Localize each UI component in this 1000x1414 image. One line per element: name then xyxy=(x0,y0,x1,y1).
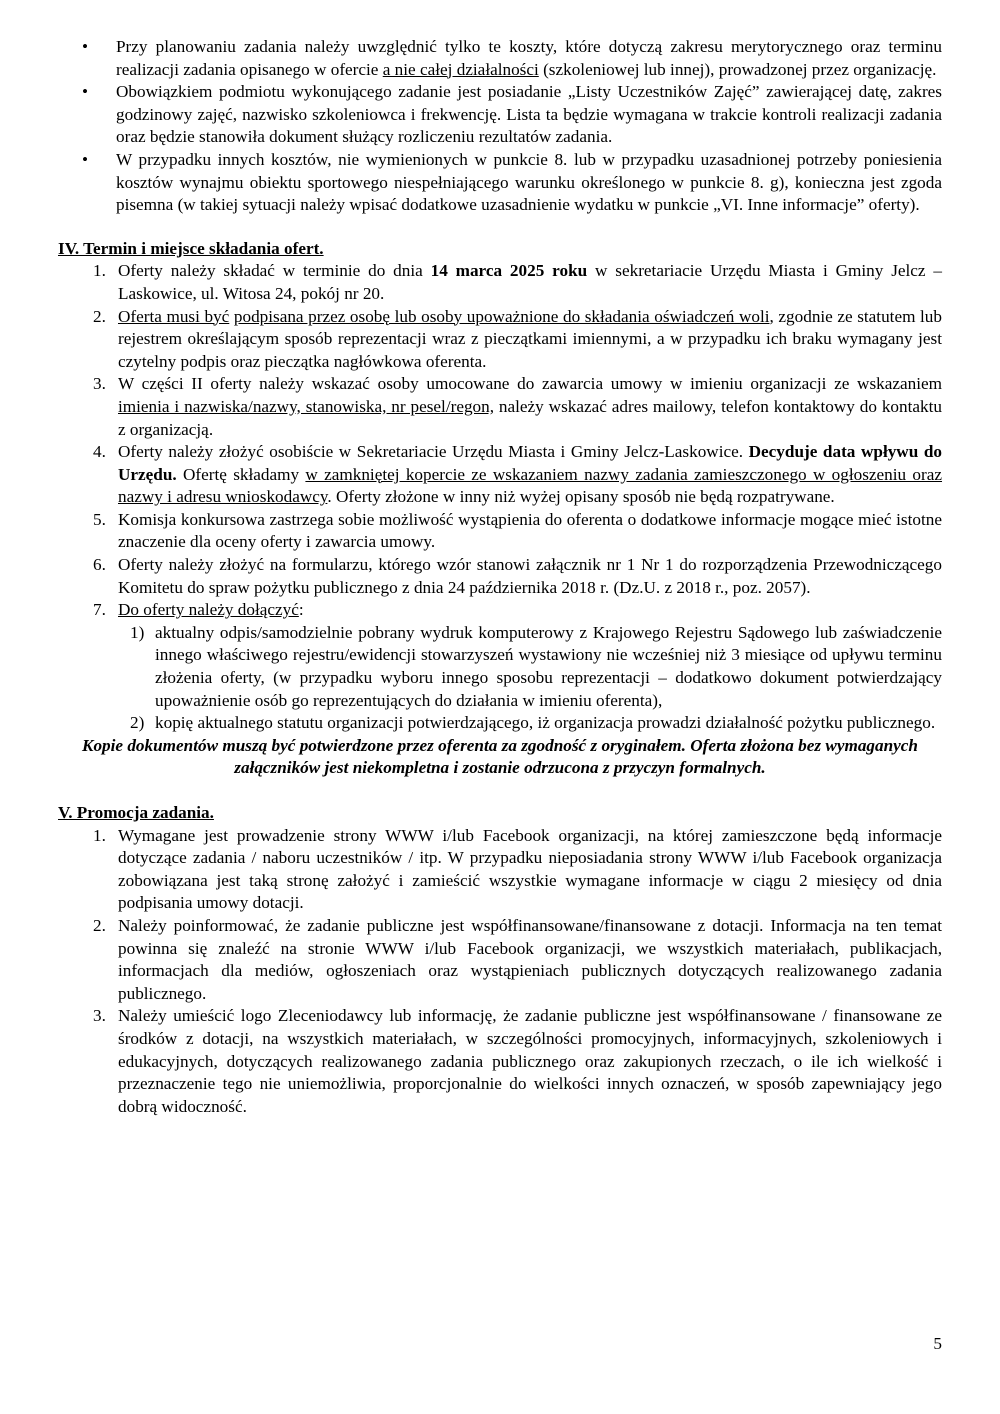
document-page xyxy=(58,36,942,1118)
bullet-item: • Przy planowaniu zadania należy uwzględnić tylko te koszty, które dotyczą zakresu merytorycznego oraz terminu realizacji zadania opisanego w ofercie a nie całej działalności (szkoleniowej lub innej), prowadzonej przez organizację. xyxy=(82,37,942,79)
section-4-item: 2. Oferta musi być podpisana przez osobę lub osoby upoważnione do składania oświadczeń woli, zgodnie ze statutem lub rejestrem określającym sposób reprezentacji wraz z pieczątkami imiennymi, a w przypadku ich braku wymagany jest czytelny podpis oraz pieczątka nagłówkowa oferenta. xyxy=(93,306,942,371)
section-4-item: 1. Oferty należy składać w terminie do dnia 14 marca 2025 roku w sekretariacie Urzędu Miasta i Gminy Jelcz – Laskowice, ul. Witosa 24, pokój nr 20. xyxy=(93,261,942,303)
section-4-item: 5. Komisja konkursowa zastrzega sobie możliwość wystąpienia do oferenta o dodatkowe informacje mogące mieć istotne znaczenie dla oceny oferty i zawarcia umowy. xyxy=(93,509,942,552)
attachment-subitem: 1) aktualny odpis/samodzielnie pobrany wydruk komputerowy z Krajowego Rejestru Sądowego lub zaświadczenie innego właściwego rejestru/ewidencji stowarzyszeń wystawiony nie wcześniej niż 3 miesiące od upływu terminu złożenia oferty, (w przypadku wyboru innego sposobu reprezentacji – dodatkowo dokument potwierdzający upoważnienie osób go reprezentujących do działania w imieniu oferenta), xyxy=(130,622,942,710)
section-4-item: 3. W części II oferty należy wskazać osoby umocowane do zawarcia umowy w imieniu organizacji ze wskazaniem imienia i nazwiska/nazwy, stanowiska, nr pesel/regon, należy wskazać adres mailowy, telefon kontaktowy do kontaktu z organizacją. xyxy=(93,374,942,439)
attachment-subitem: 2) kopię aktualnego statutu organizacji potwierdzającego, iż organizacja prowadzi działalność pożytku publicznego. xyxy=(130,713,936,733)
section-4-heading: IV. Termin i miejsce składania ofert. xyxy=(58,238,324,258)
section-5-heading: V. Promocja zadania. xyxy=(58,803,214,822)
section-5-item: 3. Należy umieścić logo Zleceniodawcy lub informację, że zadanie publiczne jest współfinansowane / finansowane ze środków z dotacji, na wszystkich materiałach, w szczególności promocyjnych, informacyjnych, szkoleniowych i edukacyjnych, dotyczących realizowanego zadania publicznego oraz zakupionych rzeczach, o ile ich wielkość i przeznaczenie tego nie uniemożliwia, proporcjonalnie do wielkości innych oznaczeń, w sposób zapewniający jego dobrą widoczność. xyxy=(93,1006,942,1116)
documents-note: Kopie dokumentów muszą być potwierdzone przez oferenta za zgodność z oryginałem. Oferta złożona bez wymaganych załączników jest niekompletna i zostanie odrzucona z przyczyn formalnych. xyxy=(81,735,918,778)
section-5-item: 1. Wymagane jest prowadzenie strony WWW i/lub Facebook organizacji, na której zamieszczone będą informacje dotyczące zadania / naboru uczestników / itp. W przypadku nieposiadania strony WWW i/lub Facebook organizacja zobowiązana jest taką stronę założyć i zamieścić wszystkie wymagane informacje w ciągu 2 miesięcy od dnia podpisania umowy dotacji. xyxy=(93,825,942,913)
bullet-icon: • xyxy=(82,82,89,102)
section-4-item: 6. Oferty należy złożyć na formularzu, którego wzór stanowi załącznik nr 1 Nr 1 do rozporządzenia Przewodniczącego Komitetu do spraw pożytku publicznego z dnia 24 października 2018 r. (Dz.U. z 2018 r., poz. 2057). xyxy=(93,555,942,597)
section-4-item: 7. Do oferty należy dołączyć: xyxy=(93,600,304,620)
bullet-item: • Obowiązkiem podmiotu wykonującego zadanie jest posiadanie „Listy Uczestników Zajęć” zawierającej datę, zakres godzinowy zajęć, nazwisko szkoleniowca i frekwencję. Lista ta będzie wymagana w trakcie kontroli realizacji zadania oraz będzie stanowiła dokument służący rozliczeniu rezultatów zadania. xyxy=(82,82,942,147)
section-5-item: 2. Należy poinformować, że zadanie publiczne jest współfinansowane/finansowane z dotacji. Informacja na ten temat powinna się znaleźć na stronie WWW i/lub Facebook organizacji, we wszystkich materiałach, publikacjach, informacjach dla mediów, ogłoszeniach oraz wystąpieniach publicznych dotyczących realizowanego zadania publicznego. xyxy=(93,915,942,1003)
bullet-list xyxy=(58,36,942,217)
bullet-item: • W przypadku innych kosztów, nie wymienionych w punkcie 8. lub w przypadku uzasadnionej potrzeby poniesienia kosztów wynajmu obiektu sportowego niespełniającego warunku określonego w punkcie 8. g), konieczna jest zgoda pisemna (w takiej sytuacji należy wpisać dodatkowe uzasadnienie wydatku w punkcie „VI. Inne informacje” oferty). xyxy=(82,149,942,215)
section-4-item: 4. Oferty należy złożyć osobiście w Sekretariacie Urzędu Miasta i Gminy Jelcz-Laskowice. Decyduje data wpływu do Urzędu. Ofertę składamy w zamkniętej kopercie ze wskazaniem nazwy zadania zamieszczonego w ogłoszeniu oraz nazwy i adresu wnioskodawcy. Oferty złożone w inny niż wyżej opisany sposób nie będą rozpatrywane. xyxy=(93,442,943,507)
page-number: 5 xyxy=(933,1334,942,1353)
bullet-icon: • xyxy=(82,149,89,169)
bullet-icon: • xyxy=(82,37,89,56)
